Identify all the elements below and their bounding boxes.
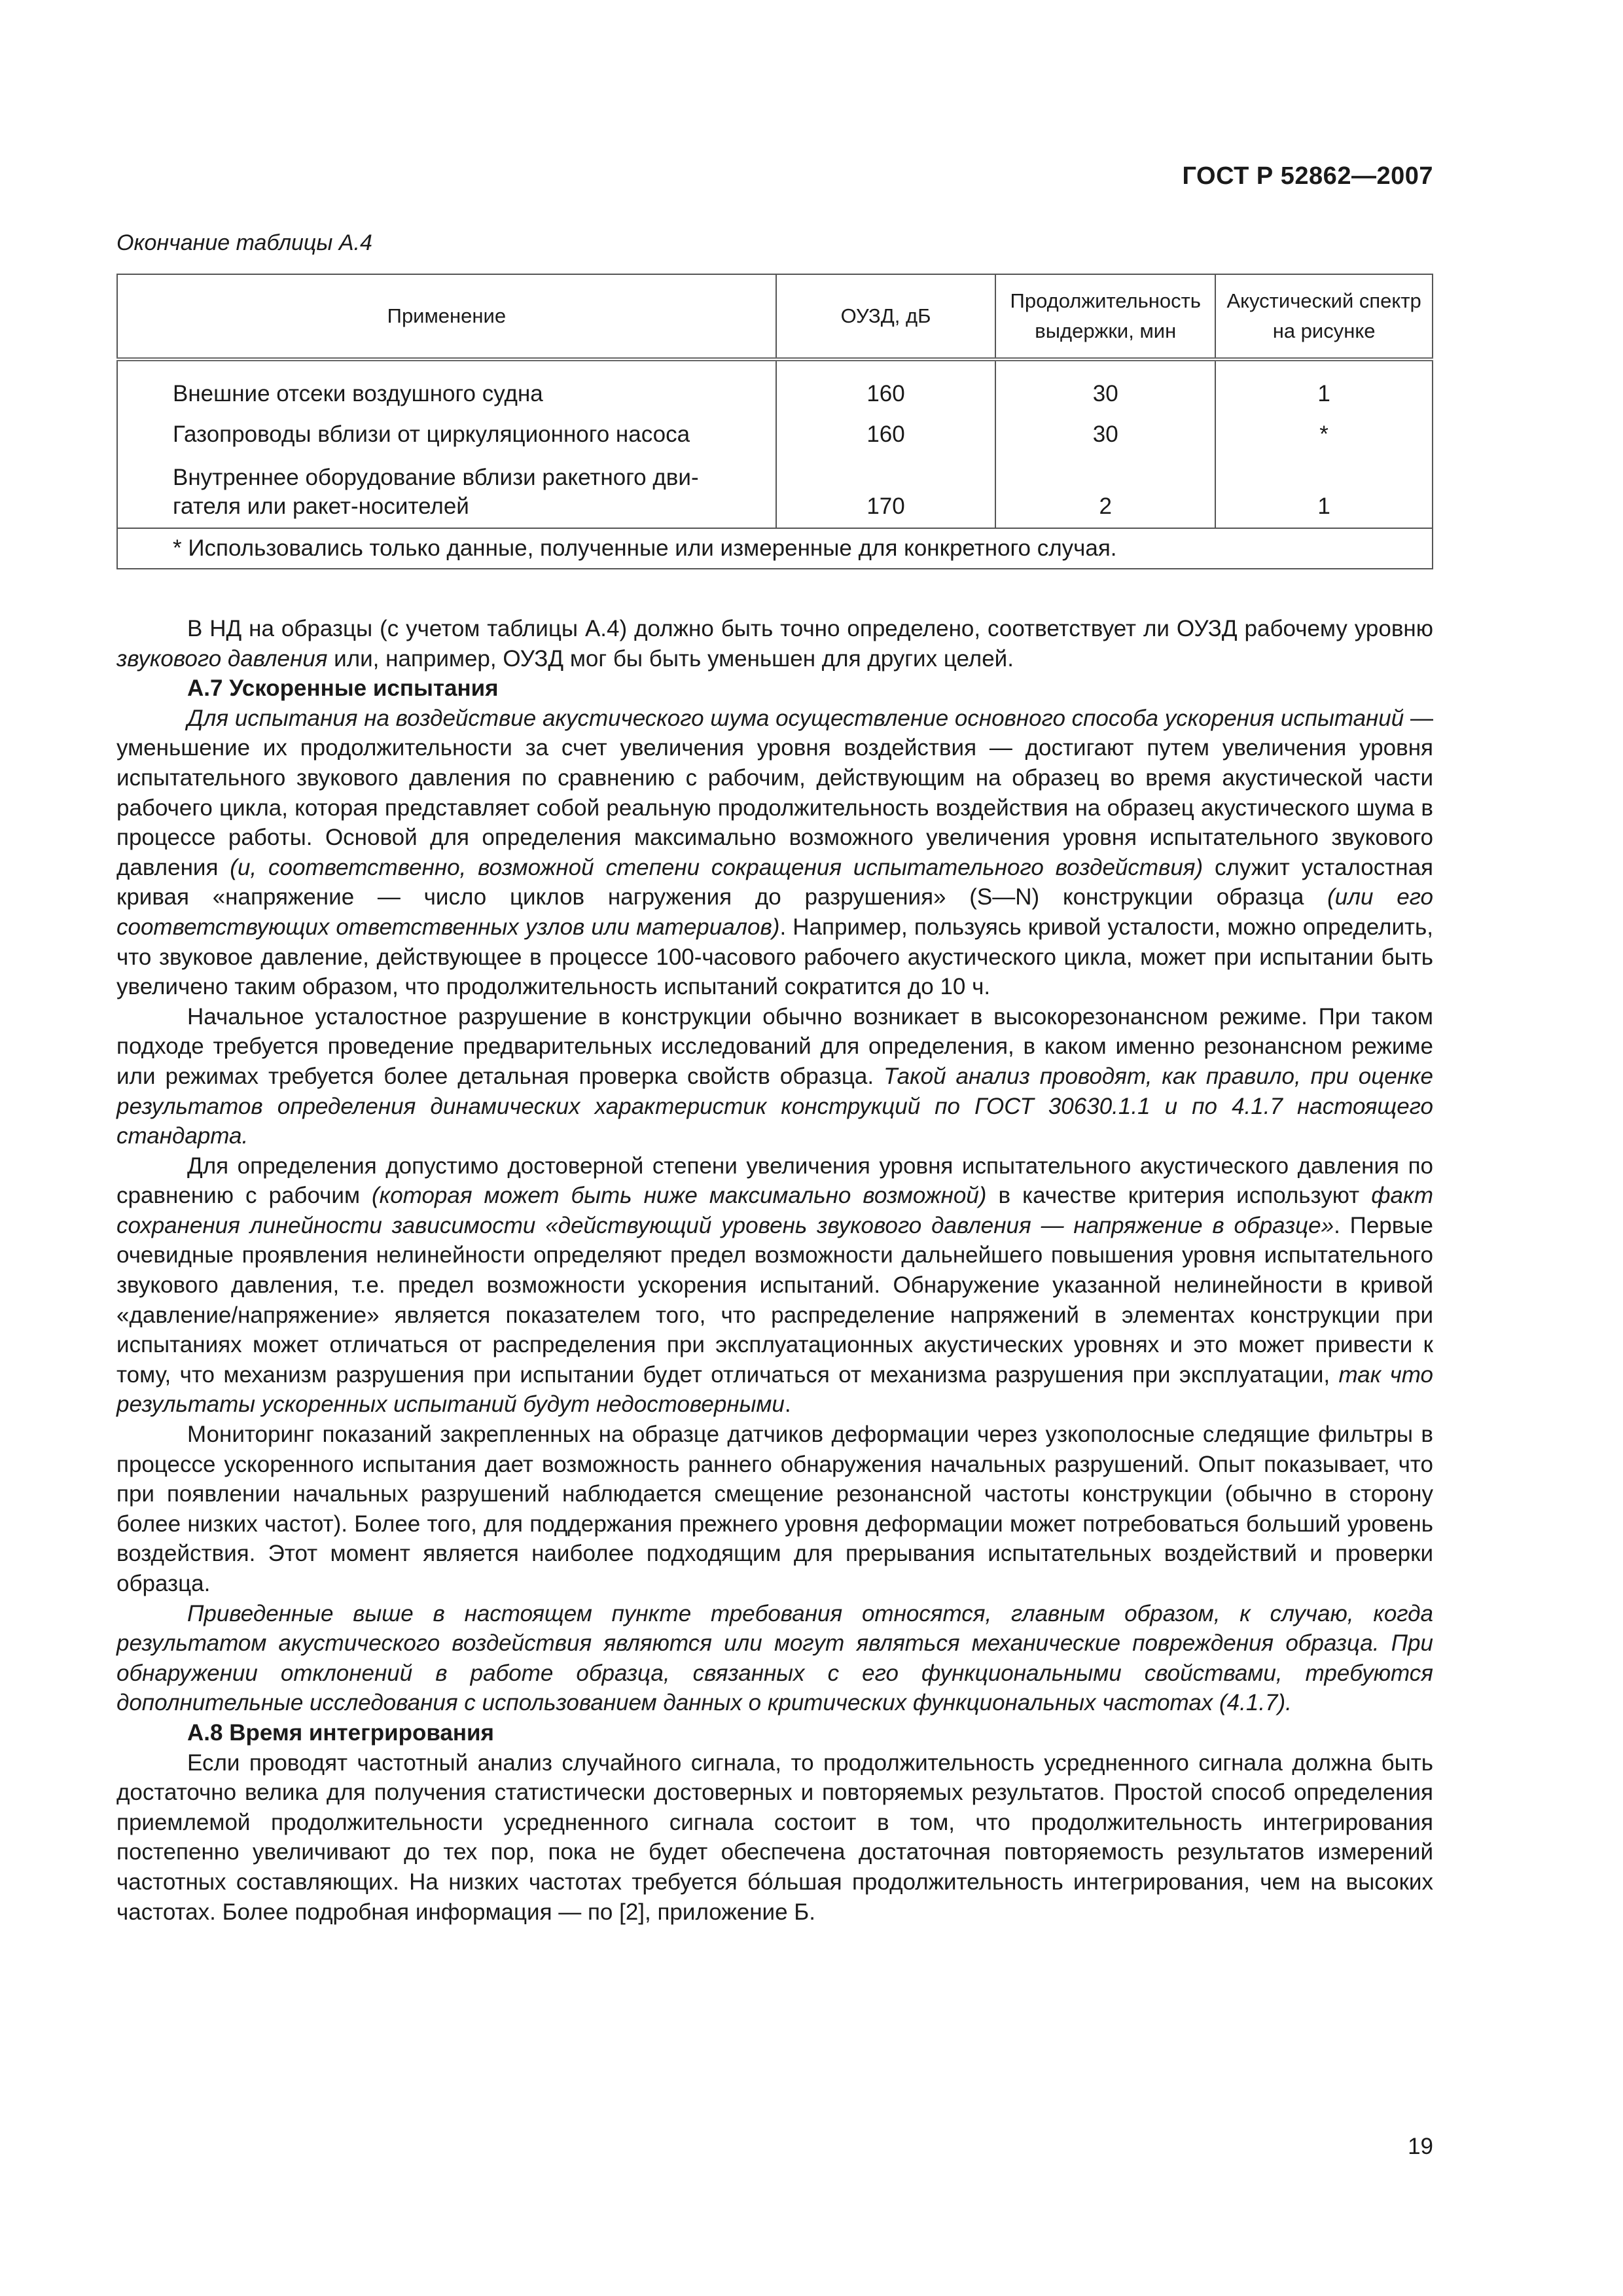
column-header: Акустический спектр на рисунке [1215, 274, 1433, 359]
section-heading-a7: А.7 Ускоренные испытания [187, 675, 499, 702]
table-cell: 2 [995, 453, 1215, 528]
table-footnote: * Использовались только данные, полученные или измеренные для конкретного случая. [117, 528, 1433, 569]
paragraph: Для определения допустимо достоверной степени увеличения уровня испытательного акустического давления по сравнению с рабочим (которая может быть ниже максимально возможной) в качестве критерия используют факт сохранения линейности зависимости «действующий уровень звукового давления — напряжение в образце». Первые очевидные проявления нелинейности определяют предел возможности дальнейшего повышения уровня испытательного звукового давления, т.е. предел возможности ускорения испытаний. Обнаружение указанной нелинейности в кривой «давление/напряжение» является показателем того, что распределение напряжений в элементах конструкции при испытаниях может отличаться от распределения при эксплуатационных акустических уровнях и это может привести к тому, что механизм разрушения при испытании будет отличаться от механизма разрушения при эксплуатации, так что результаты ускоренных испытаний будут недостоверными. [116, 1153, 1434, 1418]
table-cell: 160 [776, 412, 996, 453]
table-row [117, 359, 1433, 412]
document-code: ГОСТ Р 52862—2007 [1182, 162, 1433, 190]
table-cell: Газопроводы вблизи от циркуляционного насоса [117, 412, 776, 453]
table-footnote-row [117, 528, 1433, 569]
table-cell: 1 [1215, 453, 1433, 528]
table-cell: 30 [995, 412, 1215, 453]
paragraph: Начальное усталостное разрушение в конструкции обычно возникает в высокорезонансном режиме. При таком подходе требуется проведение предварительных исследований для определения, в каком именно резонансном режиме или режимах требуется более детальная проверка свойств образца. Такой анализ проводят, как правило, при оценке результатов определения динамических характеристик конструкций по ГОСТ 30630.1.1 и по 4.1.7 настоящего стандарта. [116, 1003, 1433, 1149]
table-header-row [117, 274, 1433, 359]
body-text [116, 614, 1433, 1927]
table-cell: 170 [776, 453, 996, 528]
table-cell: * [1215, 412, 1433, 453]
table-cell: 1 [1215, 359, 1433, 412]
table-row [117, 412, 1433, 453]
table-row [117, 453, 1433, 528]
table-cell: Внешние отсеки воздушного судна [117, 359, 776, 412]
paragraph: Приведенные выше в настоящем пункте требования относятся, главным образом, к случаю, когда результатом акустического воздействия являются или могут являться механические повреждения образца. При обнаружении отклонений в работе образца, связанных с его функциональными свойствами, требуются дополнительные исследования с использованием данных о критических функциональных частотах (4.1.7). [116, 1600, 1433, 1716]
column-header: Применение [117, 274, 776, 359]
paragraph: Мониторинг показаний закрепленных на образце датчиков деформации через узкополосные следящие фильтры в процессе ускоренного испытания дает возможность раннего обнаружения начальных разрушений. Опыт показывает, что при появлении начальных разрушений наблюдается смещение резонансной частоты конструкции (обычно в сторону более низких частот). Более того, для поддержания прежнего уровня деформации может потребоваться больший уровень воздействия. Этот момент является наиболее подходящим для прерывания испытательных воздействий и проверки образца. [116, 1422, 1433, 1596]
table-caption: Окончание таблицы А.4 [116, 230, 372, 255]
table-cell: 160 [776, 359, 996, 412]
page-number: 19 [1408, 2134, 1433, 2159]
data-table [116, 274, 1433, 569]
paragraph: Для испытания на воздействие акустического шума осуществление основного способа ускорения испытаний — уменьшение их продолжительности за счет увеличения уровня воздействия — достигают путем увеличения уровня испытательного звукового давления по сравнению с рабочим, действующим на образец во время акустической части рабочего цикла, которая представляет собой реальную продолжительность воздействия на образец акустического шума в процессе работы. Основой для определения максимально возможного увеличения уровня испытательного звукового давления (и, соответственно, возможной степени сокращения испытательного воздействия) служит усталостная кривая «напряжение — число циклов нагружения до разрушения» (S—N) конструкции образца (или его соответствующих ответственных узлов или материалов). Например, пользуясь кривой усталости, можно определить, что звуковое давление, действующее в процессе 100-часового рабочего акустического цикла, может при испытании быть увеличено таким образом, что продолжительность испытаний сократится до 10 ч. [116, 705, 1434, 1000]
column-header: Продолжительность выдержки, мин [995, 274, 1215, 359]
table-cell: 30 [995, 359, 1215, 412]
paragraph: Если проводят частотный анализ случайного сигнала, то продолжительность усредненного сигнала должна быть достаточно велика для получения статистически достоверных и повторяемых результатов. Простой способ определения приемлемой продолжительности усредненного сигнала состоит в том, что продолжительность интегрирования постепенно увеличивают до тех пор, пока не будет обеспечена достаточная повторяемость результатов измерений частотных составляющих. На низких частотах требуется бóльшая продолжительность интегрирования, чем на высоких частотах. Более подробная информация — по [2], приложение Б. [116, 1749, 1433, 1925]
table-cell: Внутреннее оборудование вблизи ракетного дви-гателя или ракет-носителей [117, 453, 776, 528]
paragraph: В НД на образцы (с учетом таблицы А.4) должно быть точно определено, соответствует ли ОУЗД рабочему уровню звукового давления или, например, ОУЗД мог бы быть уменьшен для других целей. [116, 616, 1433, 672]
section-heading-a8: А.8 Время интегрирования [187, 1719, 494, 1746]
column-header: ОУЗД, дБ [776, 274, 996, 359]
